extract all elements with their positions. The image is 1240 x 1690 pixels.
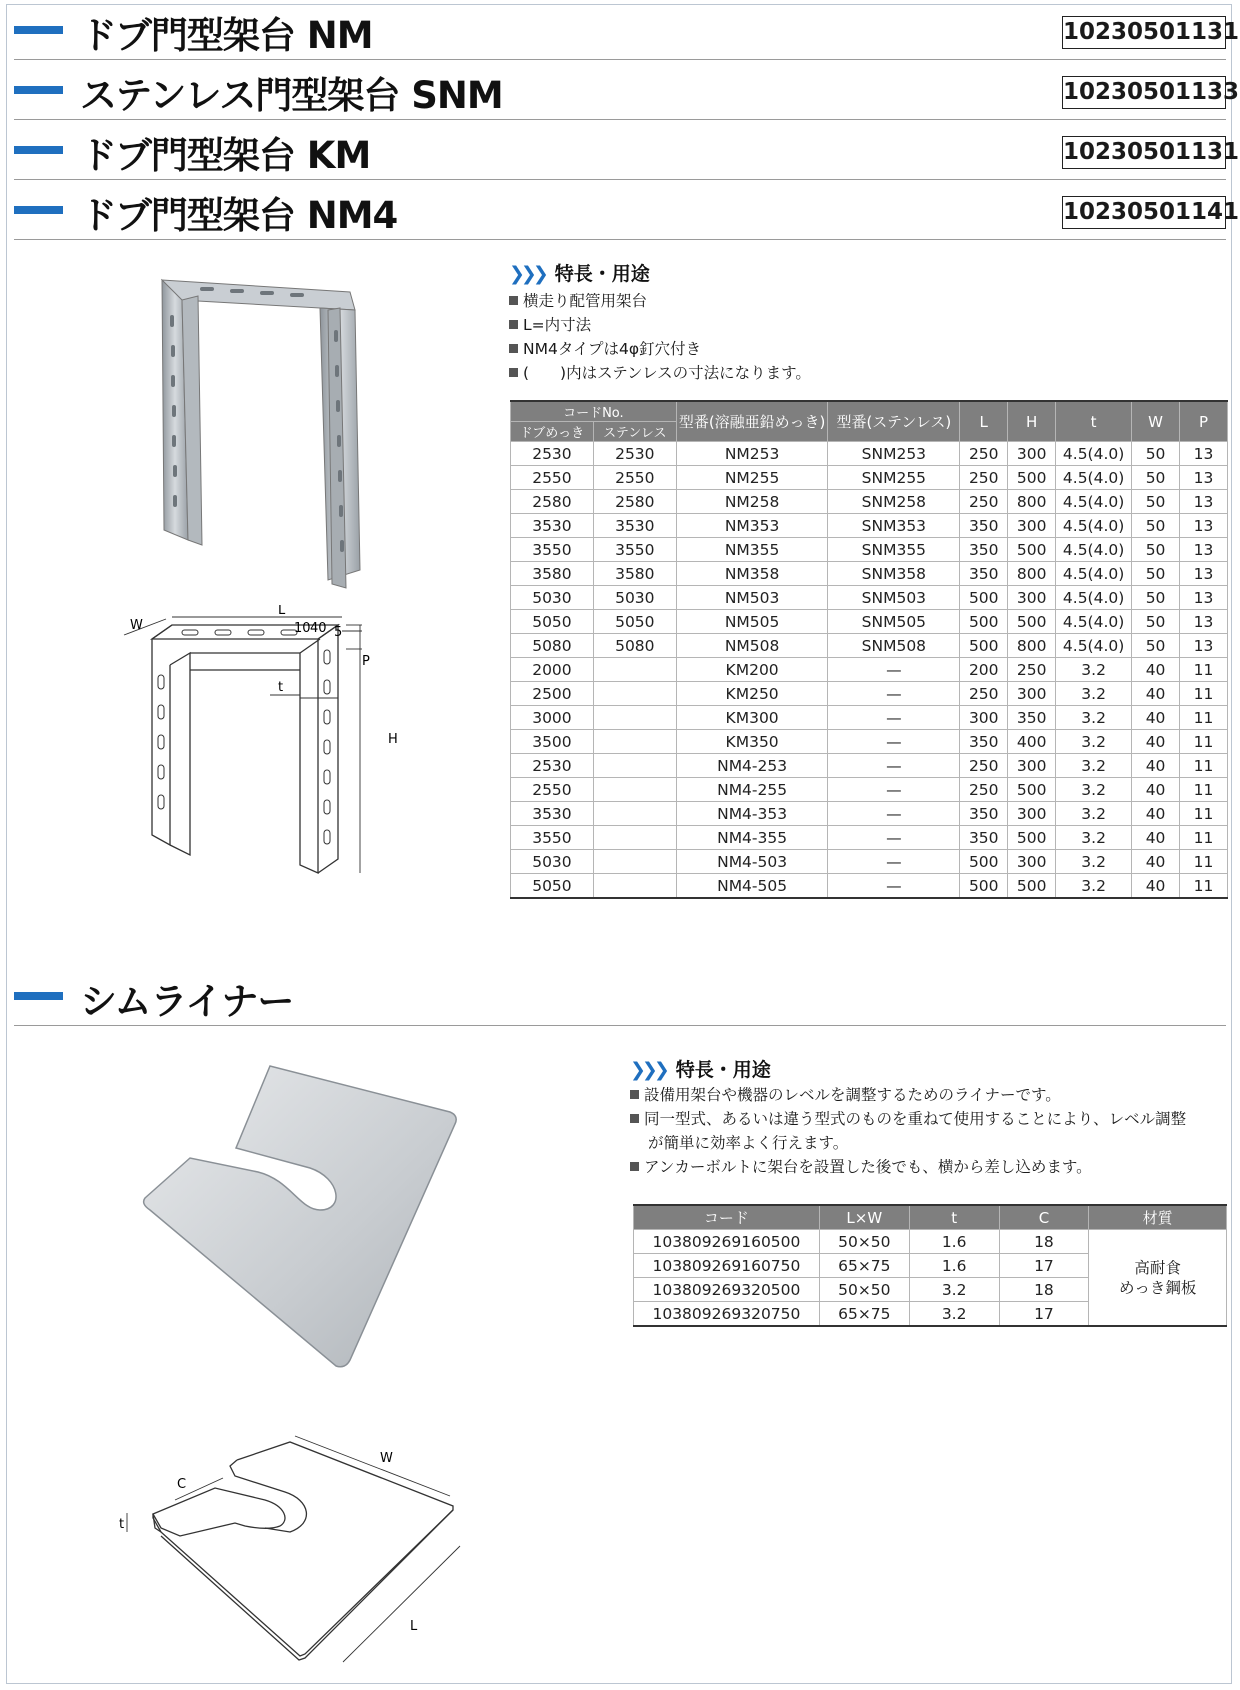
cell-code-galv: 2550 (511, 778, 594, 802)
cell-code-sus: 2530 (593, 442, 676, 466)
column-header-h: H (1008, 401, 1056, 442)
feature-item: ( )内はステンレスの寸法になります。 (509, 361, 811, 385)
cell-p: 11 (1180, 778, 1228, 802)
cell-h: 300 (1008, 754, 1056, 778)
cell-t: 3.2 (1056, 658, 1132, 682)
accent-bar (14, 206, 63, 214)
cell-code-galv: 2530 (511, 442, 594, 466)
cell-c: 18 (999, 1230, 1089, 1254)
cell-p: 13 (1180, 634, 1228, 658)
cell-p: 13 (1180, 610, 1228, 634)
cell-code-sus: 5080 (593, 634, 676, 658)
cell-l: 350 (960, 730, 1008, 754)
product-code: 10230501133 (1062, 76, 1226, 109)
cell-w: 50 (1132, 634, 1180, 658)
dim-label-c: C (177, 1477, 187, 1492)
cell-model-galv: NM4-255 (676, 778, 828, 802)
feature-item: L=内寸法 (509, 313, 811, 337)
cell-p: 11 (1180, 874, 1228, 899)
cell-c: 18 (999, 1278, 1089, 1302)
cell-code-sus (593, 658, 676, 682)
header-title: シムライナー (80, 980, 294, 1023)
dim-label-t: t (278, 680, 284, 695)
cell-p: 11 (1180, 706, 1228, 730)
cell-model-sus: SNM355 (828, 538, 960, 562)
cell-model-sus: — (828, 658, 960, 682)
cell-code-galv: 3530 (511, 514, 594, 538)
cell-c: 17 (999, 1302, 1089, 1327)
header-km (14, 122, 1240, 180)
cell-h: 500 (1008, 874, 1056, 899)
divider (14, 59, 1226, 60)
cell-p: 11 (1180, 850, 1228, 874)
cell-code-galv: 5030 (511, 850, 594, 874)
cell-t: 4.5(4.0) (1056, 610, 1132, 634)
cell-model-sus: SNM255 (828, 466, 960, 490)
cell-model-sus: SNM353 (828, 514, 960, 538)
column-header-material: 材質 (1089, 1205, 1227, 1230)
cell-p: 11 (1180, 682, 1228, 706)
cell-code-sus (593, 706, 676, 730)
cell-code-galv: 5050 (511, 610, 594, 634)
cell-w: 50 (1132, 442, 1180, 466)
cell-code-galv: 3530 (511, 802, 594, 826)
header-title: ドブ門型架台 KM (80, 134, 371, 177)
column-header-galv: ドブめっき (511, 422, 594, 442)
cell-model-galv: NM353 (676, 514, 828, 538)
bullet-square-icon (630, 1090, 639, 1099)
cell-w: 40 (1132, 826, 1180, 850)
cell-model-sus: SNM358 (828, 562, 960, 586)
column-header-c: C (999, 1205, 1089, 1230)
cell-t: 1.6 (909, 1254, 999, 1278)
cell-model-sus: SNM258 (828, 490, 960, 514)
gate-frame-photo (150, 270, 370, 600)
cell-code-sus: 2550 (593, 466, 676, 490)
dim-label-l: L (278, 605, 286, 618)
cell-p: 11 (1180, 658, 1228, 682)
gate-frame-spec-table (510, 400, 1228, 899)
cell-model-galv: KM300 (676, 706, 828, 730)
cell-lxw: 65×75 (819, 1302, 909, 1327)
cell-model-sus: — (828, 754, 960, 778)
column-header-model-galv: 型番(溶融亜鉛めっき) (676, 401, 828, 442)
cell-l: 500 (960, 610, 1008, 634)
cell-h: 250 (1008, 658, 1056, 682)
header-title: ドブ門型架台 NM4 (80, 194, 398, 237)
cell-h: 300 (1008, 586, 1056, 610)
cell-h: 300 (1008, 850, 1056, 874)
cell-model-galv: NM253 (676, 442, 828, 466)
cell-p: 11 (1180, 826, 1228, 850)
cell-model-sus: — (828, 730, 960, 754)
cell-l: 250 (960, 490, 1008, 514)
cell-code-galv: 2000 (511, 658, 594, 682)
cell-code: 103809269160500 (634, 1230, 820, 1254)
table-row (511, 562, 1228, 586)
cell-p: 13 (1180, 562, 1228, 586)
cell-code-sus (593, 754, 676, 778)
table-row (511, 754, 1228, 778)
divider (14, 119, 1226, 120)
feature-item: NM4タイプは4φ釘穴付き (509, 337, 811, 361)
shim-liner-photo (140, 1060, 470, 1370)
cell-code-galv: 3550 (511, 826, 594, 850)
cell-code-sus: 3580 (593, 562, 676, 586)
cell-t: 4.5(4.0) (1056, 442, 1132, 466)
cell-h: 500 (1008, 538, 1056, 562)
cell-model-galv: KM200 (676, 658, 828, 682)
dim-label-10: 10 (294, 621, 311, 636)
table-row (511, 634, 1228, 658)
table-row (634, 1230, 1227, 1254)
spec-table-body (634, 1230, 1227, 1327)
cell-code-sus (593, 802, 676, 826)
bullet-square-icon (630, 1114, 639, 1123)
cell-code-galv: 2580 (511, 490, 594, 514)
cell-code-sus: 5050 (593, 610, 676, 634)
cell-p: 13 (1180, 490, 1228, 514)
cell-model-sus: — (828, 850, 960, 874)
cell-model-galv: NM258 (676, 490, 828, 514)
cell-h: 300 (1008, 802, 1056, 826)
cell-model-sus: SNM253 (828, 442, 960, 466)
cell-l: 250 (960, 754, 1008, 778)
table-row (511, 610, 1228, 634)
cell-code-galv: 3550 (511, 538, 594, 562)
material-line: 高耐食 (1134, 1258, 1181, 1277)
cell-h: 800 (1008, 490, 1056, 514)
cell-code-galv: 3500 (511, 730, 594, 754)
cell-p: 13 (1180, 538, 1228, 562)
feature-item: 同一型式、あるいは違う型式のものを重ねて使用することにより、レベル調整 (630, 1107, 1186, 1131)
cell-code-sus (593, 730, 676, 754)
cell-code-galv: 2530 (511, 754, 594, 778)
cell-t: 3.2 (1056, 706, 1132, 730)
cell-code-sus (593, 778, 676, 802)
table-row (511, 706, 1228, 730)
cell-h: 500 (1008, 826, 1056, 850)
cell-t: 4.5(4.0) (1056, 490, 1132, 514)
cell-material (1089, 1230, 1227, 1327)
cell-w: 40 (1132, 706, 1180, 730)
cell-c: 17 (999, 1254, 1089, 1278)
shim-liner-diagram (115, 1428, 505, 1668)
cell-code: 103809269160750 (634, 1254, 820, 1278)
cell-h: 500 (1008, 466, 1056, 490)
cell-p: 13 (1180, 466, 1228, 490)
column-header-lxw: L×W (819, 1205, 909, 1230)
chevron-right-icon: ❯❯❯ (509, 263, 545, 285)
cell-lxw: 50×50 (819, 1278, 909, 1302)
cell-code-sus (593, 874, 676, 899)
table-row (511, 778, 1228, 802)
dim-label-t: t (119, 1517, 125, 1532)
cell-w: 50 (1132, 514, 1180, 538)
cell-code-galv: 2500 (511, 682, 594, 706)
cell-model-galv: NM4-353 (676, 802, 828, 826)
table-row (511, 802, 1228, 826)
cell-p: 13 (1180, 586, 1228, 610)
bullet-square-icon (509, 368, 518, 377)
cell-h: 300 (1008, 514, 1056, 538)
cell-w: 40 (1132, 682, 1180, 706)
cell-w: 40 (1132, 802, 1180, 826)
cell-l: 500 (960, 850, 1008, 874)
shim-liner-spec-table (633, 1204, 1227, 1327)
cell-code: 103809269320500 (634, 1278, 820, 1302)
cell-code-sus: 3550 (593, 538, 676, 562)
product-code: 10230501141 (1062, 196, 1226, 229)
features-list (509, 289, 811, 385)
cell-code-galv: 3000 (511, 706, 594, 730)
cell-model-sus: — (828, 826, 960, 850)
bullet-square-icon (509, 344, 518, 353)
product-code: 10230501131 (1062, 16, 1226, 49)
bullet-square-icon (509, 296, 518, 305)
column-header-t: t (909, 1205, 999, 1230)
header-nm4 (14, 182, 1240, 240)
cell-model-sus: — (828, 682, 960, 706)
cell-model-galv: NM358 (676, 562, 828, 586)
cell-l: 250 (960, 466, 1008, 490)
cell-t: 4.5(4.0) (1056, 466, 1132, 490)
cell-w: 50 (1132, 610, 1180, 634)
table-row (511, 658, 1228, 682)
cell-model-galv: NM508 (676, 634, 828, 658)
cell-code-sus (593, 682, 676, 706)
divider (14, 179, 1226, 180)
divider (14, 1025, 1226, 1026)
cell-l: 350 (960, 802, 1008, 826)
feature-item-continued: が簡単に効率よく行えます。 (648, 1134, 849, 1152)
cell-l: 500 (960, 586, 1008, 610)
chevron-right-icon: ❯❯❯ (630, 1059, 666, 1081)
table-row (511, 490, 1228, 514)
cell-code-sus: 5030 (593, 586, 676, 610)
accent-bar (14, 146, 63, 154)
table-row (511, 850, 1228, 874)
dim-label-w: W (130, 618, 143, 633)
cell-model-galv: NM355 (676, 538, 828, 562)
cell-h: 300 (1008, 442, 1056, 466)
cell-t: 3.2 (1056, 826, 1132, 850)
bullet-square-icon (630, 1162, 639, 1171)
feature-item: 設備用架台や機器のレベルを調整するためのライナーです。 (630, 1083, 1186, 1107)
column-header-sus: ステンレス (593, 422, 676, 442)
cell-w: 40 (1132, 730, 1180, 754)
cell-t: 3.2 (1056, 874, 1132, 899)
cell-l: 250 (960, 442, 1008, 466)
product-code: 10230501131 (1062, 136, 1226, 169)
cell-lxw: 50×50 (819, 1230, 909, 1254)
feature-item: 横走り配管用架台 (509, 289, 811, 313)
cell-model-sus: — (828, 874, 960, 899)
header-nm (14, 2, 1240, 60)
cell-p: 11 (1180, 802, 1228, 826)
dim-label-40: 40 (310, 621, 327, 636)
dim-label-l: L (410, 1619, 418, 1634)
cell-model-sus: SNM503 (828, 586, 960, 610)
cell-l: 300 (960, 706, 1008, 730)
cell-code-galv: 5080 (511, 634, 594, 658)
table-row (511, 826, 1228, 850)
cell-t: 3.2 (1056, 850, 1132, 874)
cell-model-galv: NM4-503 (676, 850, 828, 874)
dim-label-5: 5 (334, 625, 343, 640)
cell-w: 50 (1132, 562, 1180, 586)
cell-model-galv: NM4-505 (676, 874, 828, 899)
cell-p: 11 (1180, 730, 1228, 754)
cell-lxw: 65×75 (819, 1254, 909, 1278)
cell-code-galv: 3580 (511, 562, 594, 586)
cell-t: 3.2 (1056, 778, 1132, 802)
cell-model-galv: NM4-253 (676, 754, 828, 778)
cell-l: 250 (960, 778, 1008, 802)
header-title: ドブ門型架台 NM (80, 14, 373, 57)
dim-label-w: W (380, 1451, 393, 1466)
header-shim-liner (14, 968, 1226, 1026)
cell-t: 3.2 (909, 1278, 999, 1302)
material-line: めっき鋼板 (1118, 1278, 1197, 1297)
cell-code-galv: 5030 (511, 586, 594, 610)
table-row (511, 514, 1228, 538)
cell-w: 40 (1132, 754, 1180, 778)
cell-model-galv: KM250 (676, 682, 828, 706)
cell-w: 40 (1132, 874, 1180, 899)
cell-w: 50 (1132, 490, 1180, 514)
cell-l: 250 (960, 682, 1008, 706)
column-header-w: W (1132, 401, 1180, 442)
cell-t: 3.2 (1056, 802, 1132, 826)
cell-t: 4.5(4.0) (1056, 514, 1132, 538)
cell-w: 50 (1132, 586, 1180, 610)
accent-bar (14, 26, 63, 34)
cell-t: 4.5(4.0) (1056, 562, 1132, 586)
cell-l: 350 (960, 826, 1008, 850)
cell-w: 40 (1132, 658, 1180, 682)
cell-t: 4.5(4.0) (1056, 586, 1132, 610)
cell-model-sus: SNM505 (828, 610, 960, 634)
cell-code-galv: 5050 (511, 874, 594, 899)
cell-p: 11 (1180, 754, 1228, 778)
dim-label-h: H (388, 732, 398, 747)
table-row (511, 874, 1228, 899)
cell-model-galv: NM503 (676, 586, 828, 610)
cell-model-galv: NM4-355 (676, 826, 828, 850)
cell-h: 500 (1008, 778, 1056, 802)
column-header-code-group: コードNo. (511, 401, 677, 422)
table-row (511, 682, 1228, 706)
table-row (511, 538, 1228, 562)
cell-model-sus: — (828, 706, 960, 730)
cell-t: 3.2 (909, 1302, 999, 1327)
cell-h: 800 (1008, 634, 1056, 658)
cell-h: 400 (1008, 730, 1056, 754)
features-heading: ❯❯❯ 特長・用途 (509, 263, 650, 285)
accent-bar (14, 992, 63, 1000)
features-heading: ❯❯❯ 特長・用途 (630, 1059, 771, 1081)
cell-t: 3.2 (1056, 682, 1132, 706)
cell-w: 40 (1132, 778, 1180, 802)
column-header-l: L (960, 401, 1008, 442)
cell-t: 3.2 (1056, 730, 1132, 754)
accent-bar (14, 86, 63, 94)
cell-h: 300 (1008, 682, 1056, 706)
cell-t: 4.5(4.0) (1056, 538, 1132, 562)
column-header-t: t (1056, 401, 1132, 442)
cell-l: 500 (960, 874, 1008, 899)
table-row (511, 442, 1228, 466)
features-list (630, 1083, 1186, 1179)
column-header-model-sus: 型番(ステンレス) (828, 401, 960, 442)
cell-code-sus (593, 826, 676, 850)
cell-w: 40 (1132, 850, 1180, 874)
cell-h: 800 (1008, 562, 1056, 586)
column-header-p: P (1180, 401, 1228, 442)
dim-label-p: P (362, 654, 370, 669)
cell-code-sus (593, 850, 676, 874)
cell-w: 50 (1132, 466, 1180, 490)
gate-frame-diagram (120, 605, 420, 905)
cell-w: 50 (1132, 538, 1180, 562)
cell-model-sus: SNM508 (828, 634, 960, 658)
cell-h: 350 (1008, 706, 1056, 730)
spec-table-body (511, 442, 1228, 899)
cell-h: 500 (1008, 610, 1056, 634)
table-row (511, 730, 1228, 754)
header-title: ステンレス門型架台 SNM (80, 74, 503, 117)
cell-code: 103809269320750 (634, 1302, 820, 1327)
cell-l: 350 (960, 514, 1008, 538)
cell-model-sus: — (828, 778, 960, 802)
cell-code-sus: 2580 (593, 490, 676, 514)
cell-l: 350 (960, 562, 1008, 586)
cell-model-galv: NM255 (676, 466, 828, 490)
cell-t: 3.2 (1056, 754, 1132, 778)
cell-model-sus: — (828, 802, 960, 826)
cell-model-galv: NM505 (676, 610, 828, 634)
column-header-code: コード (634, 1205, 820, 1230)
cell-model-galv: KM350 (676, 730, 828, 754)
divider (14, 239, 1226, 240)
feature-item: アンカーボルトに架台を設置した後でも、横から差し込めます。 (630, 1155, 1186, 1179)
bullet-square-icon (509, 320, 518, 329)
table-row (511, 586, 1228, 610)
cell-code-galv: 2550 (511, 466, 594, 490)
cell-t: 4.5(4.0) (1056, 634, 1132, 658)
cell-p: 13 (1180, 442, 1228, 466)
cell-t: 1.6 (909, 1230, 999, 1254)
cell-l: 500 (960, 634, 1008, 658)
cell-p: 13 (1180, 514, 1228, 538)
cell-l: 350 (960, 538, 1008, 562)
table-row (511, 466, 1228, 490)
cell-code-sus: 3530 (593, 514, 676, 538)
cell-l: 200 (960, 658, 1008, 682)
header-snm (14, 62, 1240, 120)
